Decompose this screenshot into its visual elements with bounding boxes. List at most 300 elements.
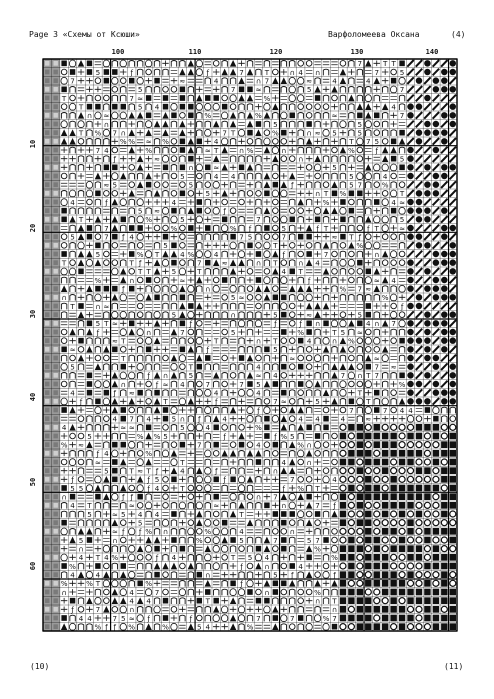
stitch-symbol: [390, 294, 396, 301]
stitch-symbol: [213, 191, 219, 197]
stitch-symbol: [222, 555, 228, 561]
stitch-symbol: [323, 147, 329, 153]
stitch-symbol: [340, 295, 345, 301]
stitch-symbol: %: [60, 579, 68, 589]
stitch-symbol: [298, 572, 303, 578]
stitch-symbol: [239, 277, 244, 283]
stitch-symbol: [180, 139, 185, 145]
stitch-symbol: [289, 285, 295, 292]
stitch-symbol: [298, 61, 304, 67]
stitch-symbol: [399, 130, 404, 136]
stitch-symbol: [298, 277, 303, 283]
stitch-symbol: [112, 450, 118, 457]
stitch-symbol: [264, 156, 270, 162]
stitch-symbol: [323, 87, 329, 93]
stitch-symbol: [306, 364, 312, 370]
stitch-symbol: [213, 61, 219, 67]
stitch-symbol: [129, 243, 134, 249]
stitch-symbol: [323, 207, 329, 214]
stitch-symbol: ∩: [61, 293, 67, 303]
stitch-symbol: T: [95, 553, 101, 563]
stitch-symbol: [145, 165, 151, 171]
stitch-symbol: [205, 208, 211, 214]
stitch-symbol: ∩: [103, 119, 109, 129]
stitch-symbol: [450, 554, 456, 561]
stitch-symbol: [221, 175, 227, 178]
stitch-symbol: [433, 77, 439, 83]
stitch-symbol: [390, 493, 396, 500]
stitch-symbol: [239, 338, 244, 344]
stitch-symbol: [45, 260, 49, 265]
stitch-symbol: ∩: [264, 561, 270, 571]
stitch-symbol: [112, 468, 117, 474]
stitch-symbol: [390, 251, 396, 258]
stitch-symbol: [78, 147, 84, 153]
stitch-symbol: ∩: [314, 319, 321, 329]
stitch-symbol: [349, 130, 354, 136]
stitch-symbol: [61, 312, 66, 318]
stitch-symbol: [87, 537, 92, 543]
stitch-symbol: [87, 199, 93, 205]
stitch-symbol: T: [121, 336, 126, 346]
stitch-symbol: [137, 112, 143, 119]
stitch-symbol: [348, 450, 354, 457]
stitch-symbol: [103, 493, 109, 500]
stitch-symbol: [281, 61, 286, 67]
stitch-symbol: [273, 555, 278, 561]
stitch-symbol: [221, 147, 227, 154]
stitch-symbol: [348, 563, 354, 570]
stitch-symbol: [365, 485, 371, 492]
stitch-symbol: [424, 476, 430, 482]
stitch-symbol: [120, 149, 126, 152]
stitch-symbol: [357, 209, 363, 212]
stitch-symbol: [238, 269, 244, 275]
stitch-symbol: ƒ: [367, 223, 370, 233]
stitch-symbol: 4: [213, 137, 219, 147]
stitch-symbol: [146, 95, 151, 101]
stitch-symbol: [349, 329, 354, 335]
stitch-symbol: [230, 407, 236, 414]
stitch-symbol: [230, 477, 235, 483]
stitch-symbol: [112, 294, 118, 301]
stitch-symbol: 4: [298, 67, 303, 77]
stitch-symbol: [53, 156, 57, 161]
stitch-symbol: [163, 286, 168, 292]
stitch-symbol: [213, 303, 219, 309]
stitch-symbol: [391, 329, 396, 335]
stitch-symbol: [408, 442, 414, 448]
stitch-symbol: ƒ: [333, 501, 336, 511]
stitch-symbol: [348, 624, 354, 630]
stitch-symbol: [272, 503, 278, 509]
stitch-symbol: [95, 355, 101, 361]
stitch-symbol: [222, 269, 227, 275]
stitch-symbol: [390, 121, 396, 127]
stitch-symbol: [154, 451, 159, 457]
stitch-symbol: [121, 225, 126, 231]
stitch-symbol: [61, 251, 66, 257]
stitch-symbol: [121, 503, 126, 509]
stitch-symbol: 4: [281, 457, 287, 467]
stitch-symbol: [298, 130, 303, 136]
stitch-symbol: [230, 339, 236, 342]
stitch-symbol: [222, 520, 227, 526]
stitch-symbol: [145, 60, 151, 67]
stitch-symbol: [357, 623, 363, 630]
stitch-symbol: 4: [61, 423, 67, 433]
stitch-symbol: [323, 433, 328, 439]
stitch-symbol: [382, 260, 388, 266]
stitch-symbol: [95, 259, 101, 266]
stitch-symbol: [61, 329, 67, 335]
stitch-symbol: [86, 469, 92, 472]
stitch-symbol: [407, 69, 413, 76]
page-number: (4): [451, 30, 466, 39]
stitch-symbol: [238, 77, 244, 84]
row-label-60: 60: [29, 561, 38, 571]
stitch-symbol: [95, 87, 101, 93]
stitch-symbol: [433, 442, 439, 448]
stitch-symbol: [289, 312, 295, 318]
stitch-symbol: [441, 493, 447, 500]
stitch-symbol: [289, 373, 295, 379]
stitch-symbol: [171, 216, 177, 223]
stitch-symbol: [205, 589, 210, 595]
stitch-symbol: [120, 173, 126, 180]
stitch-symbol: [340, 104, 345, 110]
stitch-symbol: [171, 103, 177, 110]
stitch-symbol: [171, 615, 177, 621]
stitch-symbol: [179, 355, 185, 362]
stitch-symbol: [281, 563, 287, 569]
stitch-symbol: [45, 226, 49, 231]
stitch-symbol: 4: [256, 362, 261, 372]
stitch-symbol: [196, 321, 202, 327]
stitch-symbol: [213, 615, 219, 622]
stitch-symbol: [365, 433, 371, 440]
stitch-symbol: [290, 269, 295, 275]
stitch-symbol: 4: [298, 561, 303, 571]
stitch-symbol: [197, 234, 202, 240]
stitch-symbol: [120, 183, 126, 186]
stitch-symbol: ƒ: [214, 466, 218, 476]
stitch-symbol: [374, 563, 380, 570]
stitch-symbol: [95, 95, 101, 101]
stitch-symbol: T: [214, 145, 219, 155]
stitch-symbol: ƒ: [130, 492, 133, 502]
stitch-symbol: [331, 580, 337, 587]
stitch-symbol: [112, 87, 118, 93]
stitch-symbol: [104, 243, 109, 249]
stitch-symbol: [348, 433, 354, 439]
stitch-symbol: ≈: [179, 275, 186, 285]
stitch-symbol: ∩: [314, 596, 321, 606]
stitch-symbol: [222, 234, 227, 240]
stitch-symbol: [154, 615, 159, 621]
stitch-symbol: [357, 537, 363, 543]
stitch-symbol: [264, 442, 270, 448]
stitch-symbol: [247, 112, 253, 119]
stitch-symbol: [188, 390, 193, 396]
stitch-symbol: [306, 589, 312, 595]
footer-right-page: (11): [444, 662, 464, 671]
stitch-symbol: [162, 339, 168, 342]
stitch-symbol: [121, 121, 126, 127]
stitch-symbol: [450, 147, 456, 154]
stitch-symbol: [53, 217, 57, 222]
stitch-symbol: [53, 616, 57, 621]
stitch-symbol: [163, 494, 169, 500]
stitch-symbol: [45, 416, 49, 421]
stitch-symbol: [103, 277, 109, 283]
stitch-symbol: ≈: [103, 301, 110, 311]
stitch-symbol: 5: [70, 483, 75, 493]
stitch-symbol: [247, 286, 253, 292]
stitch-symbol: 5: [163, 241, 168, 251]
stitch-symbol: [416, 77, 422, 83]
stitch-symbol: 4: [104, 553, 109, 563]
stitch-symbol: [349, 347, 355, 353]
stitch-symbol: [424, 589, 430, 596]
stitch-symbol: [205, 182, 211, 188]
stitch-symbol: ƒ: [375, 145, 379, 155]
stitch-symbol: [357, 251, 362, 257]
stitch-symbol: [433, 294, 439, 300]
stitch-symbol: [86, 217, 92, 223]
stitch-symbol: ≈: [373, 353, 380, 363]
stitch-symbol: [255, 572, 261, 578]
stitch-symbol: [222, 459, 227, 465]
stitch-symbol: [315, 607, 320, 613]
stitch-symbol: 5: [188, 180, 194, 190]
stitch-symbol: [450, 329, 456, 335]
stitch-symbol: [45, 130, 49, 135]
stitch-symbol: [205, 95, 210, 101]
stitch-symbol: [238, 521, 244, 524]
stitch-symbol: [407, 502, 413, 509]
stitch-symbol: [255, 62, 261, 65]
stitch-symbol: [407, 199, 413, 205]
stitch-symbol: [331, 363, 337, 370]
stitch-symbol: [247, 537, 252, 543]
stitch-symbol: [399, 295, 405, 301]
stitch-symbol: [374, 511, 380, 517]
stitch-symbol: 7: [180, 327, 185, 337]
stitch-symbol: [137, 294, 143, 301]
stitch-symbol: [154, 398, 160, 405]
stitch-symbol: [331, 563, 337, 569]
stitch-symbol: [146, 347, 151, 353]
stitch-symbol: [297, 547, 303, 550]
stitch-symbol: %: [136, 249, 144, 259]
stitch-symbol: [314, 199, 320, 205]
stitch-symbol: [391, 173, 397, 179]
stitch-symbol: [433, 520, 439, 526]
stitch-symbol: [87, 225, 92, 231]
stitch-symbol: [103, 398, 109, 405]
stitch-symbol: %: [145, 215, 153, 225]
stitch-symbol: [450, 233, 456, 240]
stitch-symbol: 4: [112, 414, 118, 424]
stitch-symbol: ≈: [94, 457, 101, 467]
stitch-symbol: [45, 87, 49, 92]
stitch-symbol: [163, 234, 168, 240]
stitch-symbol: [171, 173, 177, 179]
stitch-symbol: [441, 441, 447, 448]
stitch-symbol: [53, 61, 57, 66]
stitch-symbol: [441, 520, 447, 526]
stitch-symbol: [272, 251, 278, 258]
stitch-symbol: [424, 424, 430, 431]
stitch-symbol: [162, 61, 168, 67]
stitch-symbol: [230, 597, 236, 604]
stitch-symbol: [424, 346, 430, 352]
stitch-symbol: [424, 138, 430, 145]
stitch-symbol: [416, 346, 422, 353]
stitch-symbol: ƒ: [206, 345, 210, 355]
stitch-symbol: [197, 199, 202, 205]
stitch-symbol: %: [314, 587, 321, 597]
stitch-symbol: [230, 355, 236, 361]
stitch-symbol: [238, 61, 244, 67]
stitch-symbol: [450, 389, 456, 395]
stitch-symbol: ∩: [264, 587, 270, 597]
stitch-symbol: [340, 389, 346, 396]
stitch-symbol: [340, 305, 346, 308]
stitch-symbol: [264, 269, 270, 275]
stitch-symbol: [315, 425, 320, 431]
stitch-symbol: [163, 312, 168, 318]
stitch-symbol: ≈: [365, 414, 372, 424]
stitch-symbol: [137, 69, 142, 75]
stitch-symbol: [238, 123, 244, 126]
stitch-symbol: [399, 312, 405, 318]
stitch-symbol: [357, 433, 363, 440]
stitch-symbol: [382, 208, 387, 214]
stitch-symbol: [348, 287, 354, 290]
stitch-symbol: [272, 88, 278, 91]
stitch-symbol: [171, 477, 176, 483]
stitch-symbol: [331, 426, 337, 429]
stitch-symbol: [179, 121, 185, 128]
stitch-symbol: [86, 181, 92, 188]
stitch-symbol: [188, 546, 193, 552]
stitch-symbol: [221, 545, 227, 552]
stitch-symbol: [281, 77, 287, 84]
stitch-symbol: [256, 225, 261, 231]
stitch-symbol: [441, 563, 447, 570]
stitch-symbol: [433, 311, 439, 318]
stitch-symbol: [196, 424, 202, 431]
stitch-symbol: [450, 511, 456, 517]
stitch-symbol: ƒ: [400, 301, 404, 311]
stitch-symbol: [297, 539, 303, 542]
stitch-symbol: [340, 269, 345, 275]
stitch-symbol: [416, 251, 422, 258]
stitch-symbol: [180, 165, 185, 171]
stitch-symbol: [61, 173, 67, 179]
stitch-symbol: [137, 181, 143, 188]
stitch-symbol: [213, 582, 219, 585]
stitch-symbol: [323, 329, 329, 335]
stitch-symbol: [112, 121, 117, 127]
stitch-symbol: [416, 363, 422, 370]
stitch-symbol: [314, 468, 320, 474]
stitch-symbol: [314, 234, 320, 240]
stitch-symbol: [222, 104, 227, 110]
stitch-symbol: [128, 398, 134, 405]
stitch-symbol: 7: [104, 223, 109, 233]
stitch-symbol: [230, 191, 236, 197]
stitch-symbol: [323, 389, 329, 396]
stitch-symbol: 4: [205, 622, 211, 632]
stitch-symbol: [281, 181, 287, 188]
stitch-symbol: [162, 199, 168, 205]
stitch-symbol: [314, 615, 320, 622]
stitch-symbol: [306, 417, 312, 420]
stitch-symbol: [416, 502, 422, 508]
stitch-symbol: [391, 208, 396, 214]
stitch-symbol: [112, 572, 117, 578]
stitch-symbol: [281, 347, 286, 353]
stitch-symbol: [53, 598, 57, 603]
stitch-symbol: [365, 112, 371, 119]
stitch-symbol: [188, 244, 194, 247]
stitch-symbol: [221, 469, 227, 472]
stitch-symbol: [128, 364, 134, 370]
stitch-symbol: [332, 459, 338, 465]
stitch-symbol: [281, 424, 287, 431]
stitch-symbol: [450, 606, 456, 613]
stitch-symbol: [213, 103, 219, 110]
stitch-symbol: [112, 493, 118, 500]
stitch-symbol: %: [339, 284, 347, 294]
stitch-symbol: [450, 572, 456, 578]
stitch-symbol: [323, 79, 329, 82]
stitch-symbol: [78, 295, 84, 301]
stitch-symbol: [53, 442, 57, 447]
stitch-symbol: [450, 216, 456, 223]
stitch-symbol: [289, 459, 295, 466]
stitch-symbol: [264, 503, 269, 509]
stitch-symbol: [95, 347, 100, 353]
stitch-symbol: T: [357, 388, 363, 398]
stitch-symbol: [256, 295, 262, 301]
stitch-symbol: [365, 191, 371, 197]
stitch-symbol: T: [78, 128, 84, 138]
stitch-symbol: [154, 268, 160, 275]
stitch-symbol: [239, 451, 244, 457]
stitch-symbol: [374, 441, 380, 448]
stitch-symbol: [230, 104, 236, 110]
stitch-symbol: [179, 555, 185, 561]
stitch-symbol: [104, 598, 110, 604]
stitch-symbol: [137, 77, 143, 84]
stitch-symbol: [179, 520, 185, 526]
stitch-symbol: [391, 139, 396, 145]
stitch-symbol: [306, 425, 311, 431]
stitch-symbol: [213, 487, 219, 490]
stitch-symbol: [53, 555, 57, 560]
stitch-symbol: [450, 242, 456, 248]
stitch-symbol: [129, 485, 135, 491]
stitch-symbol: [238, 416, 244, 422]
stitch-symbol: [407, 225, 413, 231]
stitch-symbol: [188, 217, 194, 223]
stitch-symbol: 4: [281, 267, 287, 277]
stitch-symbol: %: [145, 449, 153, 459]
